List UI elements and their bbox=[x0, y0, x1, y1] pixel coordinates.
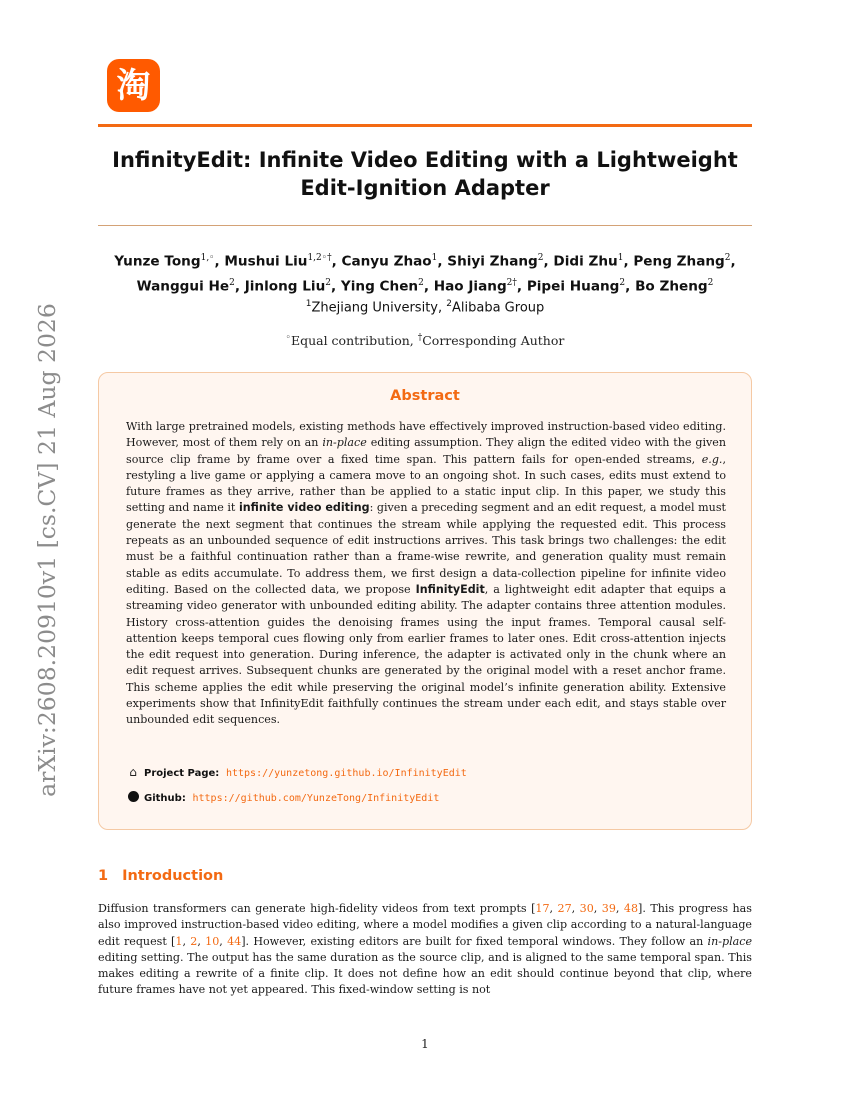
paper-title bbox=[98, 146, 752, 202]
abstract-heading: Abstract bbox=[390, 388, 460, 404]
author-sup: 1,◦ bbox=[200, 253, 215, 263]
author-name: Mushui Liu bbox=[224, 253, 308, 270]
citation-link[interactable]: 1 bbox=[175, 934, 183, 948]
github-row bbox=[126, 789, 439, 807]
author-sup: 2† bbox=[506, 277, 517, 288]
author-sup: 2 bbox=[537, 253, 544, 263]
author-name: Yunze Tong bbox=[114, 253, 201, 270]
abstract-bold: infinite video editing bbox=[238, 501, 370, 515]
author-name: Shiyi Zhang bbox=[447, 253, 538, 270]
author-name: Hao Jiang bbox=[433, 278, 507, 295]
author-sep: , bbox=[543, 253, 554, 270]
author-sup: 2 bbox=[418, 277, 424, 288]
page-number: 1 bbox=[421, 1037, 429, 1051]
author-sup: 1 bbox=[617, 253, 624, 263]
equal-contrib-text: Equal contribution, bbox=[290, 333, 418, 349]
author-sup: 2 bbox=[619, 277, 626, 288]
author-list bbox=[94, 248, 756, 297]
header-rule bbox=[98, 124, 752, 127]
author-sep: , bbox=[623, 253, 634, 270]
citation-link[interactable]: 27 bbox=[557, 902, 572, 915]
author-sup: 2 bbox=[724, 253, 731, 263]
author-sep: , bbox=[214, 253, 225, 270]
author-sep: , bbox=[331, 278, 341, 295]
affil-sup: 1 bbox=[305, 299, 312, 309]
abstract-span: , a lightweight edit adapter that equips a streaming video generator with unbounded editing ability. The adapter contains three attention modules. History cross-attention guides the denoising frames using the input frames. Temporal causal self-attention keeps temporal cues flowing only from earlier frames to later ones. Edit cross-attention injects the edit request into generation. During inference, the adapter is activated only in the chunk where an edit request arrives. Subsequent chunks are generated by the original model with a reset anchor frame. This scheme applies the edit while preserving the original model’s infinite generation ability. Extensive experiments show that InfinityEdit faithfully continues the stream under each edit, and stays stable over unbounded edit sequences. bbox=[126, 582, 726, 727]
corresponding-text: Corresponding Author bbox=[422, 333, 565, 349]
abstract-bold: InfinityEdit bbox=[415, 582, 485, 596]
author-sep: , bbox=[625, 278, 636, 295]
intro-italic: in-place bbox=[707, 934, 753, 948]
abstract-italic: in-place bbox=[322, 436, 367, 450]
abstract-span: : given a preceding segment and an edit request, a model must generate the next segment that continues the stream while applying the requested edit. This process repeats as an unbounded sequence of edit instructions arrives. This task brings two challenges: the edit must be a faithful continuation rather than a frame-wise rewrite, and generation quality must remain stable as edits accumulate. To address them, we first design a data-collection pipeline for infinite video editing. Based on the collected data, we propose bbox=[126, 501, 726, 596]
project-page-label: Project Page: bbox=[144, 768, 220, 779]
author-sep: , bbox=[730, 253, 736, 270]
taobao-logo: 淘 bbox=[107, 59, 160, 112]
affil-name: Alibaba Group bbox=[452, 300, 545, 316]
house-icon: ⌂ bbox=[129, 765, 137, 779]
intro-span: ]. However, existing editors are built for fixed temporal windows. They follow an bbox=[241, 934, 708, 948]
github-link[interactable]: https://github.com/YunzeTong/InfinityEdit bbox=[192, 793, 440, 804]
abstract-box bbox=[98, 372, 752, 830]
abstract-italic: e.g. bbox=[701, 452, 723, 466]
author-sep: , bbox=[516, 278, 527, 295]
arxiv-stamp: arXiv:2608.20910v1 [cs.CV] 21 Aug 2026 bbox=[33, 303, 61, 797]
author-sup: 2 bbox=[707, 277, 714, 288]
author-sup: 2 bbox=[229, 277, 235, 288]
author-sep: , bbox=[331, 253, 342, 270]
affil-sup: 2 bbox=[446, 299, 452, 309]
intro-span: Diffusion transformers can generate high-fidelity videos from text prompts [ bbox=[98, 902, 536, 915]
abstract-span: editing assumption. They align the edited video with the given source clip frame by frame over a fixed time span. This pattern fails for open-ended streams, bbox=[126, 436, 726, 466]
author-name: Jinlong Liu bbox=[244, 278, 326, 295]
citation-link[interactable]: 44 bbox=[227, 934, 242, 948]
author-line-2 bbox=[94, 273, 756, 298]
citation-link[interactable]: 17 bbox=[535, 902, 550, 915]
author-sup: 1,2◦† bbox=[307, 253, 332, 263]
intro-span: editing setting. The output has the same duration as the source clip, and is aligned to the same temporal span. This makes editing a rewrite of a finite clip. It does not define how an edit should continue beyond that clip, where future frames have not yet appeared. This fixed-window setting is not bbox=[98, 950, 752, 997]
author-sep: , bbox=[423, 278, 434, 295]
author-name: Bo Zheng bbox=[635, 278, 708, 295]
citation-link[interactable]: 10 bbox=[205, 934, 220, 948]
author-name: Canyu Zhao bbox=[341, 253, 432, 270]
affiliations: $^1$Zhejiang University, $^2$Alibaba Group bbox=[305, 299, 545, 316]
github-label: Github: bbox=[144, 793, 186, 804]
citation-link[interactable]: 30 bbox=[579, 902, 594, 915]
author-sep: , bbox=[234, 278, 245, 295]
github-icon bbox=[126, 789, 140, 805]
project-page-row bbox=[126, 764, 467, 782]
project-page-link[interactable]: https://yunzetong.github.io/InfinityEdit bbox=[225, 768, 467, 779]
author-sep: , bbox=[437, 253, 448, 270]
author-sup: 1 bbox=[431, 253, 438, 263]
author-sup: 2 bbox=[325, 277, 331, 288]
author-name: Pipei Huang bbox=[526, 278, 620, 295]
author-name: Didi Zhu bbox=[553, 253, 618, 270]
section-heading bbox=[98, 868, 223, 884]
abstract-span: , restyling a live game or applying a camera move to an ongoing shot. In such cases, edits must extend to future frames as they arrive, rather than be applied to a static input clip. In this paper, we study this setting and name it bbox=[126, 452, 726, 515]
title-line-2: Edit-Ignition Adapter bbox=[300, 176, 550, 200]
author-name: Peng Zhang bbox=[633, 253, 725, 270]
corresponding-mark: † bbox=[417, 333, 423, 343]
section-number: 1 bbox=[98, 868, 109, 884]
citation-link[interactable]: 2 bbox=[190, 934, 198, 948]
citation-link[interactable]: 39 bbox=[601, 902, 616, 915]
abstract-span: With large pretrained models, existing methods have effectively improved instruction-based video editing. However, most of them rely on an bbox=[126, 420, 726, 450]
author-name: Ying Chen bbox=[340, 278, 419, 295]
contribution-note bbox=[98, 333, 752, 348]
title-line-1: InfinityEdit: Infinite Video Editing with a Lightweight bbox=[112, 148, 738, 172]
title-rule bbox=[98, 225, 752, 226]
abstract-text bbox=[126, 419, 726, 729]
author-line-1 bbox=[94, 248, 756, 273]
equal-contrib-mark: ◦ bbox=[285, 333, 291, 343]
introduction-text: Diffusion transformers can generate high-fidelity videos from text prompts [17, 27, 30, 39, 48]. This progress has also improved instruction-based video editing, where a model modifies a given clip according to a natural-language edit request [1, 2, 10, 44]. However, existing editors are built for fixed temporal windows. They follow an in-place editing setting. The output has the same duration as the source clip, and is aligned to the same temporal span. This makes editing a rewrite of a finite clip. It does not define how an edit should continue beyond that clip, where future frames have not yet appeared. This fixed-window setting is not bbox=[98, 902, 753, 997]
affil-name: Zhejiang University bbox=[311, 300, 438, 316]
intro-span: ]. This progress has also improved instruction-based video editing, where a model modifies a given clip according to a natural-language edit request [ bbox=[98, 902, 752, 948]
section-title: Introduction bbox=[122, 868, 224, 884]
citation-link[interactable]: 48 bbox=[623, 902, 639, 915]
author-name: Wanggui He bbox=[136, 278, 230, 295]
